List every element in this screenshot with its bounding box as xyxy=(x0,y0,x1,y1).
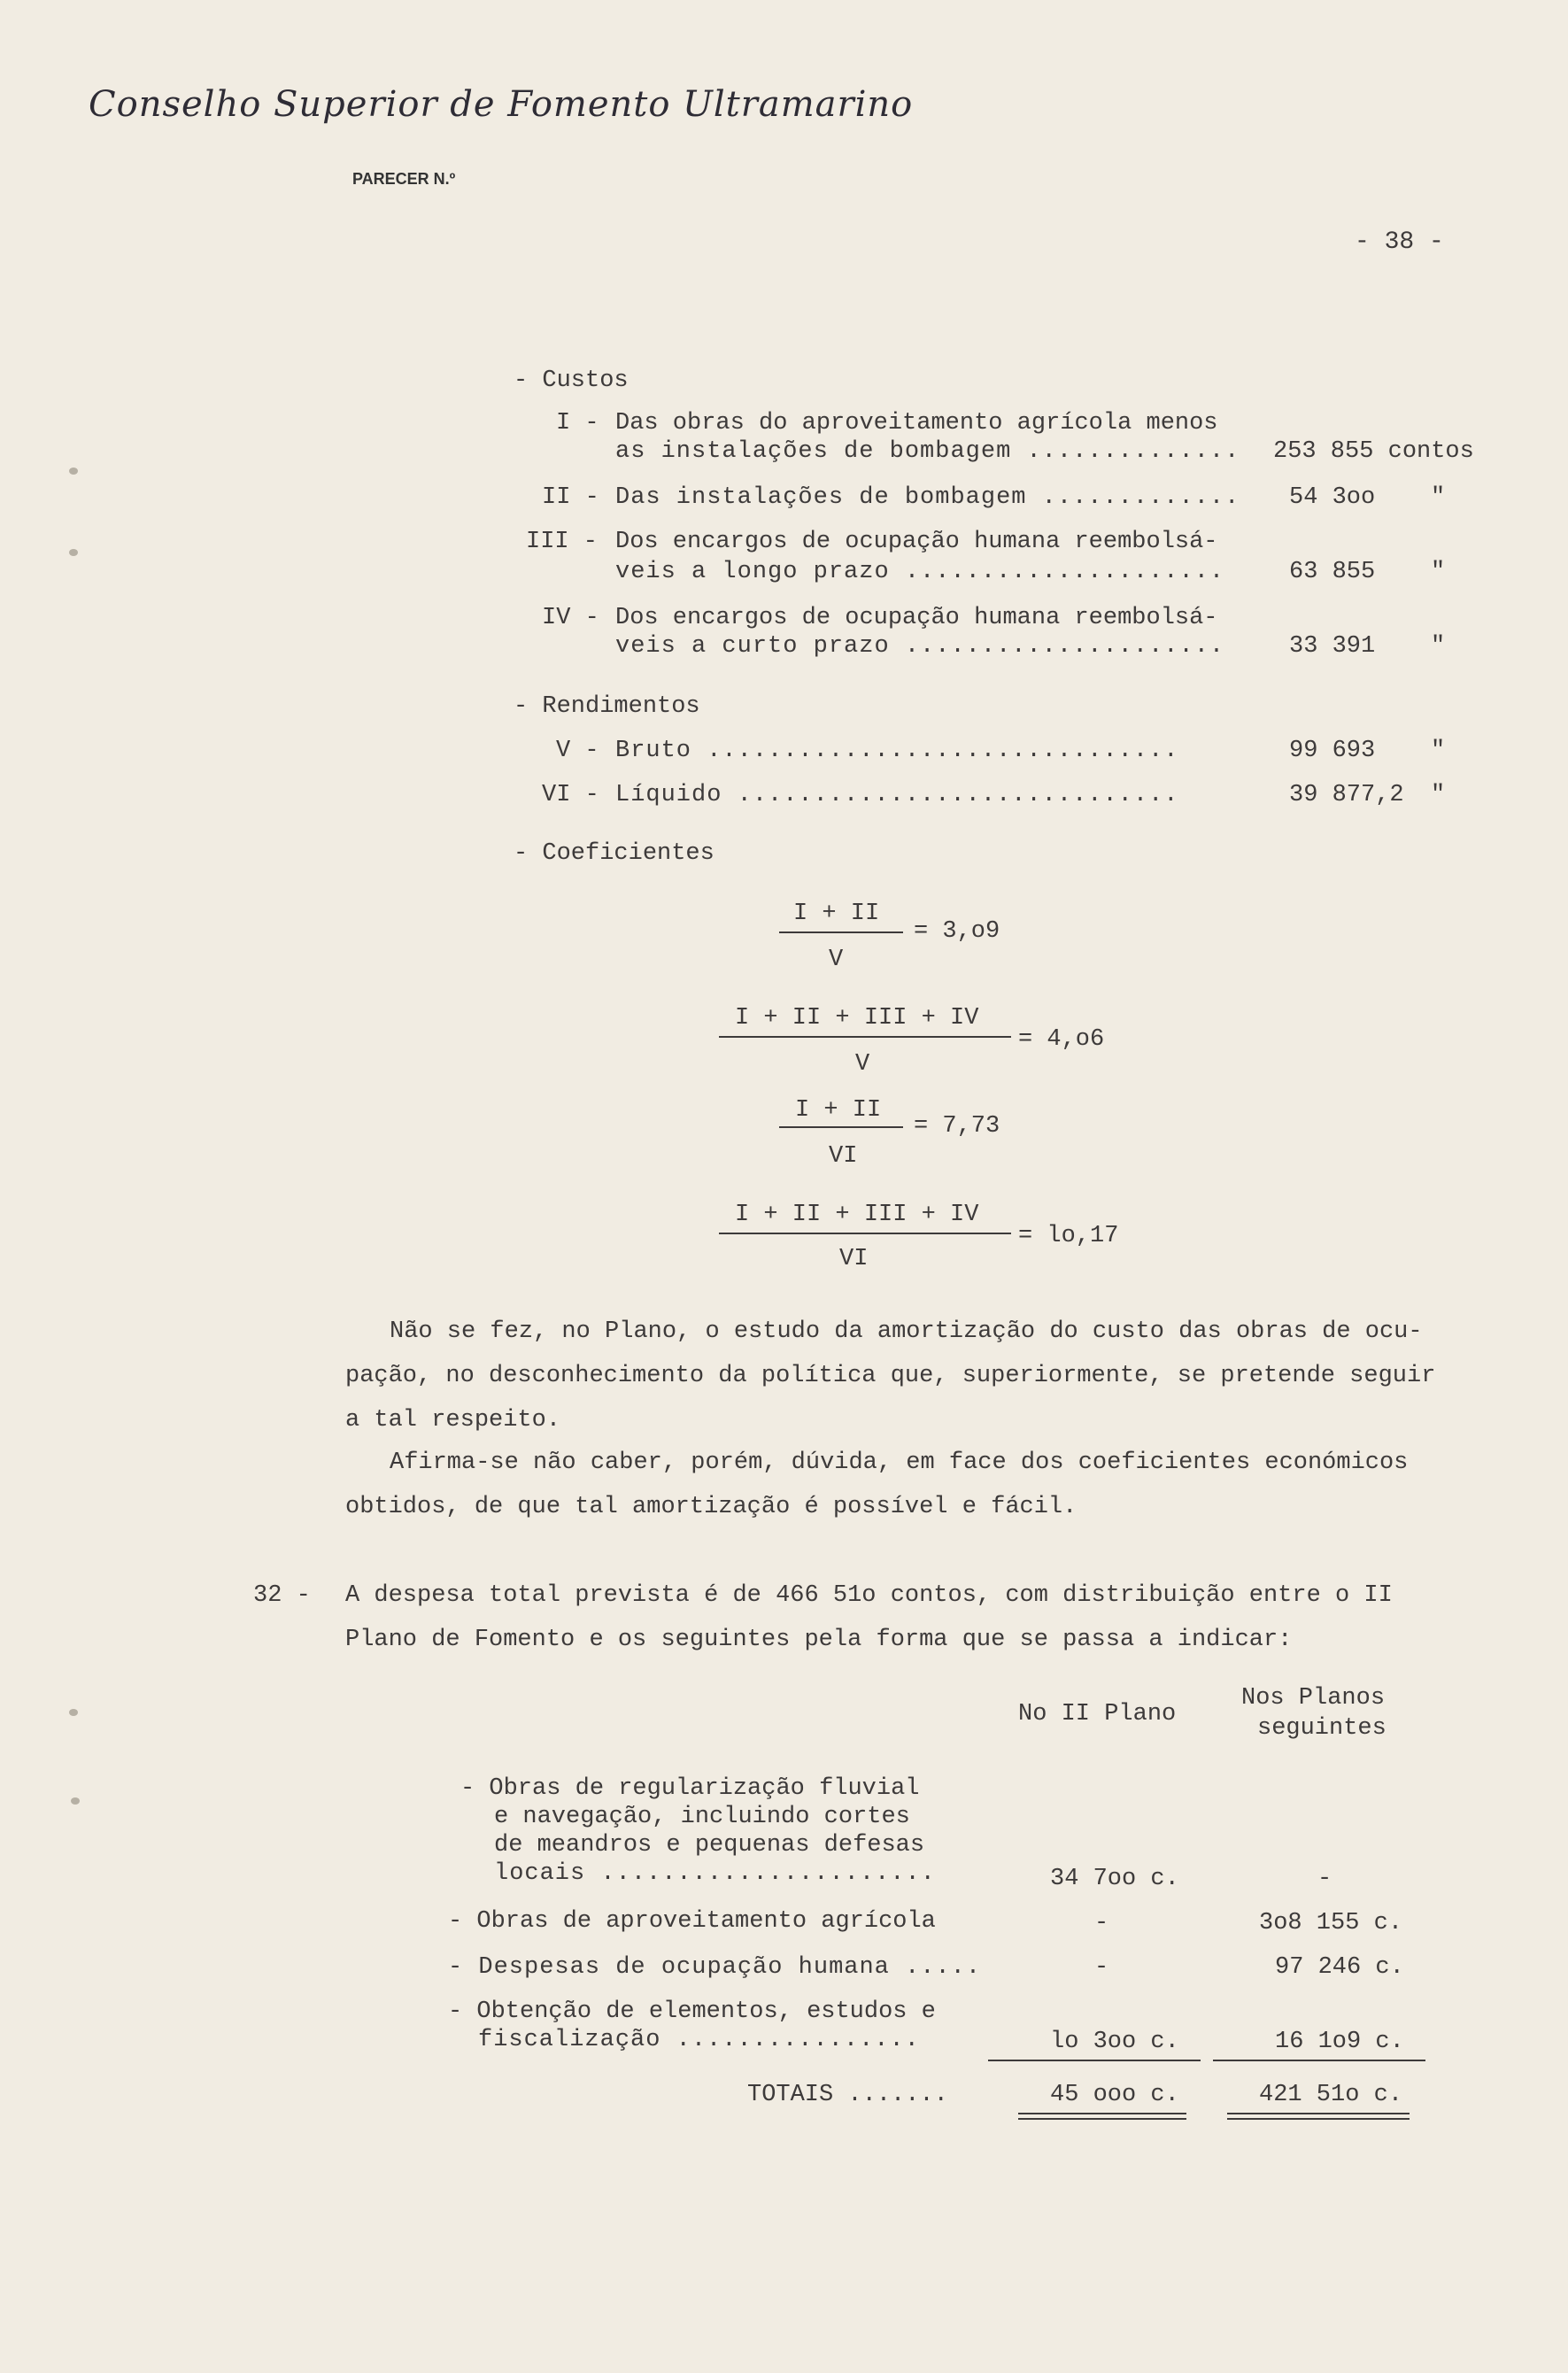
custos-heading: - Custos xyxy=(514,367,629,394)
table-col-header: Nos Planos xyxy=(1241,1685,1386,1712)
fraction-bar xyxy=(779,1126,903,1128)
paragraph-line: Afirma-se não caber, porém, dúvida, em face dos coeficientes económicos xyxy=(390,1449,1409,1476)
formula-denominator: VI xyxy=(839,1246,869,1272)
table-row-label: - Obras de aproveitamento agrícola xyxy=(448,1908,936,1935)
table-cell: - xyxy=(1094,1910,1109,1936)
table-row-label: - Despesas de ocupação humana ..... xyxy=(448,1954,982,1981)
table-col-header: seguintes xyxy=(1257,1715,1386,1742)
item-value: 253 855 contos xyxy=(1273,438,1474,465)
item-number: V - xyxy=(556,738,599,764)
table-row-label: fiscalização ................ xyxy=(478,2027,920,2053)
punch-hole-mark xyxy=(71,1797,80,1805)
total-value: 421 51o c. xyxy=(1259,2082,1403,2108)
sum-rule xyxy=(1213,2060,1425,2061)
table-cell: - xyxy=(1317,1866,1332,1892)
formula-result: = 4,o6 xyxy=(1018,1026,1105,1053)
table-row-label: locais ...................... xyxy=(494,1860,936,1887)
fraction-bar xyxy=(719,1233,1011,1234)
page-number: - 38 - xyxy=(1355,228,1444,256)
paragraph-line: pação, no desconhecimento da política que, superiormente, se pretende seguir xyxy=(345,1363,1436,1389)
item-value: 54 3oo xyxy=(1289,484,1376,511)
ditto-mark: " xyxy=(1431,559,1446,585)
formula-denominator: V xyxy=(829,947,844,973)
item-text: Das instalações de bombagem ............. xyxy=(615,484,1240,511)
table-cell: 3o8 155 c. xyxy=(1259,1910,1403,1936)
formula-result: = 3,o9 xyxy=(914,918,1000,945)
table-row-label: e navegação, incluindo cortes xyxy=(494,1804,910,1830)
item-value: 39 877,2 xyxy=(1289,782,1404,808)
table-cell: 16 1o9 c. xyxy=(1275,2029,1404,2055)
formula-numerator: I + II xyxy=(793,901,880,927)
ditto-mark: " xyxy=(1431,782,1446,808)
sum-rule xyxy=(988,2060,1201,2061)
item-number: IV - xyxy=(542,605,599,631)
paragraph-line: Não se fez, no Plano, o estudo da amortização do custo das obras de ocu- xyxy=(390,1318,1423,1345)
ditto-mark: " xyxy=(1431,484,1446,511)
formula-denominator: VI xyxy=(829,1143,858,1170)
double-underline xyxy=(1227,2113,1410,2114)
coeficientes-heading: - Coeficientes xyxy=(514,840,714,867)
punch-hole-mark xyxy=(69,468,78,475)
item-text: veis a curto prazo ..................... xyxy=(615,633,1225,660)
punch-hole-mark xyxy=(69,549,78,556)
total-value: 45 ooo c. xyxy=(1050,2082,1179,2108)
item-text: Das obras do aproveitamento agrícola menos xyxy=(615,410,1218,437)
item-number: VI - xyxy=(542,782,599,808)
totals-label: TOTAIS ....... xyxy=(747,2082,948,2108)
ditto-mark: " xyxy=(1431,738,1446,764)
ditto-mark: " xyxy=(1431,633,1446,660)
fraction-bar xyxy=(719,1036,1011,1038)
item-text: veis a longo prazo ..................... xyxy=(615,559,1225,585)
item-value: 63 855 xyxy=(1289,559,1376,585)
formula-result: = lo,17 xyxy=(1018,1223,1119,1249)
formula-result: = 7,73 xyxy=(914,1113,1000,1140)
table-cell: 34 7oo c. xyxy=(1050,1866,1179,1892)
formula-numerator: I + II + III + IV xyxy=(735,1202,979,1228)
table-cell: lo 3oo c. xyxy=(1050,2029,1179,2055)
item-value: 33 391 xyxy=(1289,633,1376,660)
item-number: II - xyxy=(542,484,599,511)
formula-denominator: V xyxy=(855,1051,870,1078)
table-col-header: No II Plano xyxy=(1018,1701,1177,1728)
item-text: Dos encargos de ocupação humana reembolsá- xyxy=(615,605,1218,631)
parecer-label: PARECER N.º xyxy=(352,170,456,188)
item-text: Bruto ............................... xyxy=(615,738,1179,764)
formula-numerator: I + II xyxy=(795,1097,882,1124)
table-cell: 97 246 c. xyxy=(1275,1954,1404,1981)
punch-hole-mark xyxy=(69,1709,78,1716)
formula-numerator: I + II + III + IV xyxy=(735,1005,979,1032)
double-underline xyxy=(1018,2113,1186,2114)
table-row-label: - Obtenção de elementos, estudos e xyxy=(448,1998,936,2025)
item-text: Dos encargos de ocupação humana reembolsá- xyxy=(615,529,1218,555)
paragraph-line: A despesa total prevista é de 466 51o contos, com distribuição entre o II xyxy=(345,1582,1393,1609)
item-value: 99 693 xyxy=(1289,738,1376,764)
item-number: I - xyxy=(556,410,599,437)
paragraph-line: a tal respeito. xyxy=(345,1407,561,1434)
table-row-label: - Obras de regularização fluvial xyxy=(460,1775,920,1802)
item-number: III - xyxy=(526,529,599,555)
item-text: as instalações de bombagem .............. xyxy=(615,438,1240,465)
rendimentos-heading: - Rendimentos xyxy=(514,693,700,720)
section-number: 32 - xyxy=(253,1582,311,1609)
table-row-label: de meandros e pequenas defesas xyxy=(494,1832,925,1859)
letterhead: Conselho Superior de Fomento Ultramarino xyxy=(89,84,914,125)
fraction-bar xyxy=(779,931,903,933)
item-text: Líquido ............................. xyxy=(615,782,1179,808)
paragraph-line: Plano de Fomento e os seguintes pela forma que se passa a indicar: xyxy=(345,1627,1293,1653)
double-underline xyxy=(1018,2118,1186,2120)
paragraph-line: obtidos, de que tal amortização é possível e fácil. xyxy=(345,1494,1078,1520)
double-underline xyxy=(1227,2118,1410,2120)
table-cell: - xyxy=(1094,1954,1109,1981)
